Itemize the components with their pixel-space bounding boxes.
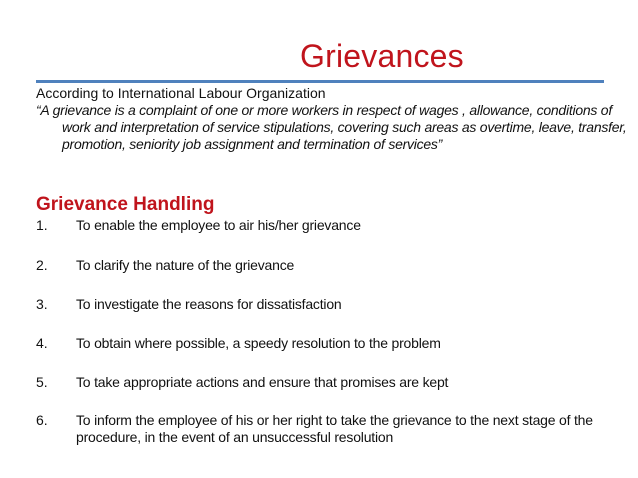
list-item-text: To investigate the reasons for dissatisfaction <box>76 296 342 312</box>
list-item-text: To clarify the nature of the grievance <box>76 257 295 273</box>
list-item-text: To obtain where possible, a speedy resolution to the problem <box>76 335 441 351</box>
list-item <box>36 217 606 234</box>
slide-title: Grievances <box>300 38 464 74</box>
list-item-number: 1. <box>36 217 48 233</box>
list-item-text: To take appropriate actions and ensure that promises are kept <box>76 374 449 390</box>
list-item-text: To inform the employee of his or her right to take the grievance to the next stage of the procedure, in the event of an unsuccessful resolution <box>76 412 593 445</box>
list-item <box>36 374 606 391</box>
list-item <box>36 257 606 274</box>
source-line: According to International Labour Organization <box>36 85 326 101</box>
list-item-number: 4. <box>36 335 48 351</box>
section-heading: Grievance Handling <box>36 194 215 215</box>
list-item <box>36 412 606 446</box>
list-item-number: 3. <box>36 296 48 312</box>
list-item <box>36 296 606 313</box>
list-item <box>36 335 606 352</box>
list-item-text: To enable the employee to air his/her grievance <box>76 217 361 233</box>
list-item-number: 6. <box>36 412 48 428</box>
title-divider <box>36 80 604 83</box>
list-item-number: 5. <box>36 374 48 390</box>
definition-quote: “A grievance is a complaint of one or more workers in respect of wages , allowance, conditions of work and interpretation of service stipulations, covering such areas as overtime, leave, transfer, promotion, seniority job assignment and termination of services” <box>36 102 627 152</box>
list-item-number: 2. <box>36 257 48 273</box>
